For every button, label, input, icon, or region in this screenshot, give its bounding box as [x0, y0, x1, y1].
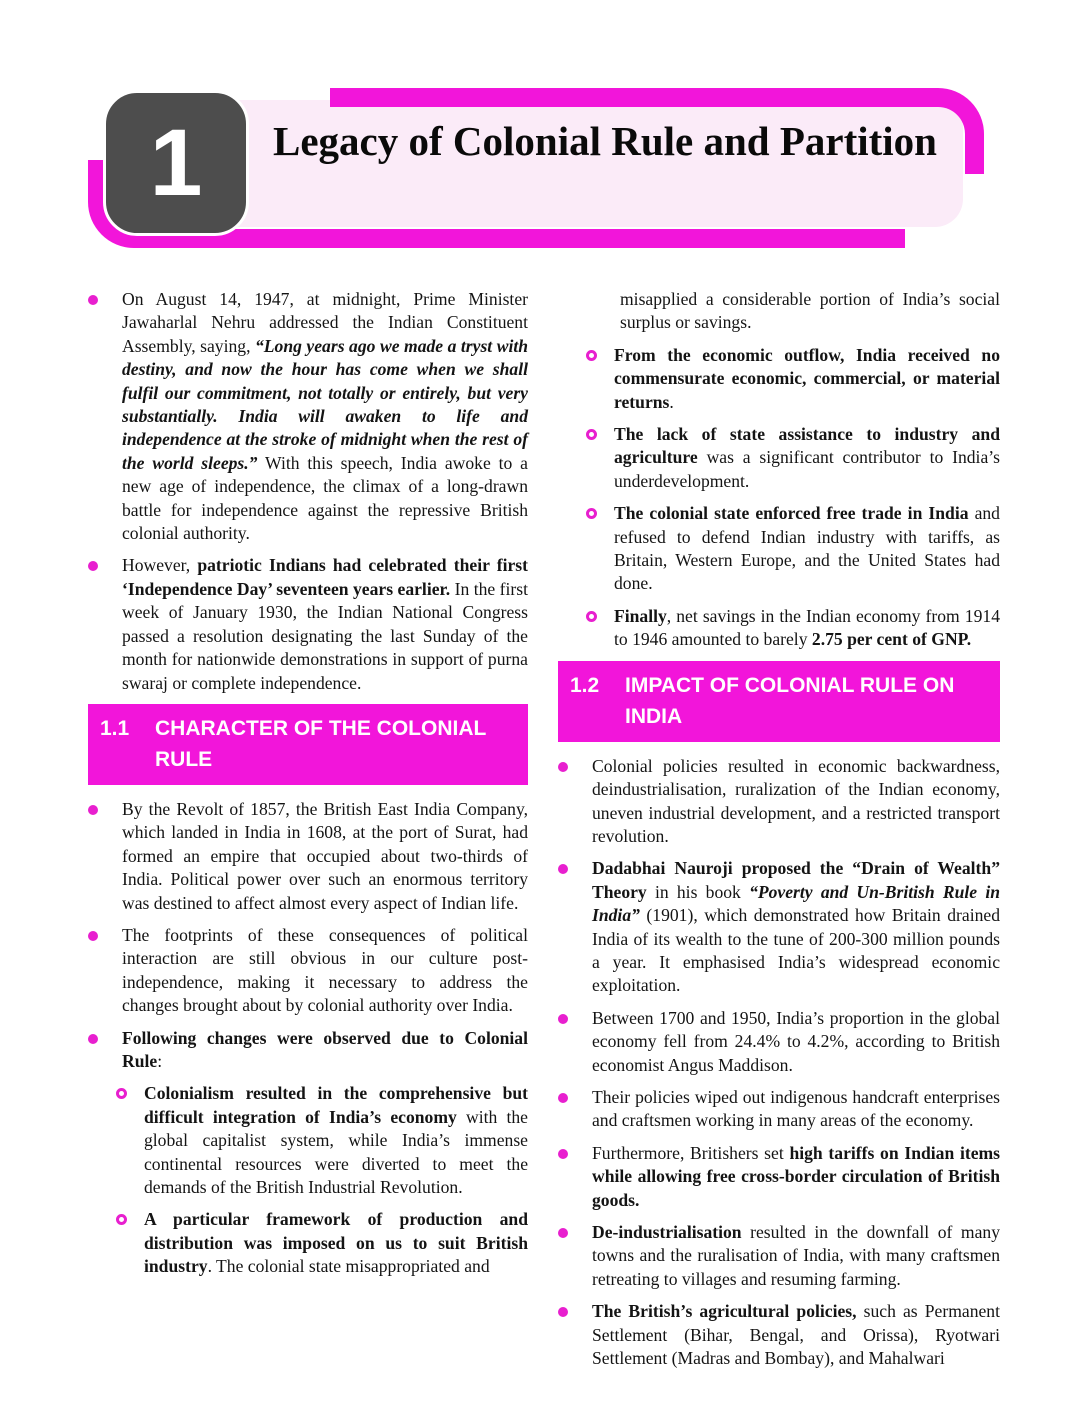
marker-cell — [88, 554, 122, 694]
list-item — [558, 857, 1005, 997]
paragraph-text — [122, 1027, 533, 1074]
marker-cell — [586, 423, 614, 493]
paragraph-text — [592, 1142, 1005, 1212]
text-segment: However, — [122, 555, 198, 576]
text-segment: : — [157, 1050, 163, 1071]
text-segment: with the global capitalist system, while India’s immense continental resources were diverted to meet the demands of the British Industrial Revolution. — [144, 1106, 533, 1197]
marker-cell — [586, 502, 614, 596]
text-segment: Following changes were observed due to Colonial Rule — [122, 1027, 533, 1071]
marker-cell — [88, 798, 122, 915]
list-item — [558, 423, 1005, 493]
bullet-icon — [88, 931, 98, 941]
marker-cell — [586, 605, 614, 652]
text-segment: 2.75 per cent of GNP. — [811, 629, 972, 650]
list-item — [558, 1007, 1005, 1077]
list-item — [88, 1082, 533, 1199]
text-segment: The lack of state assistance to industry and agriculture — [614, 424, 1005, 468]
section-title: IMPACT OF COLONIAL RULE ON INDIA — [625, 673, 955, 729]
paragraph-text — [122, 798, 533, 915]
chapter-header — [0, 0, 1088, 265]
text-segment: A particular framework of production and distribution was imposed on us to suit British industry — [144, 1209, 533, 1277]
list-item — [88, 1208, 533, 1278]
sub-bullet-icon — [586, 350, 597, 361]
list-item — [558, 1221, 1005, 1291]
text-segment: Finally — [614, 605, 667, 626]
paragraph-text — [144, 1082, 533, 1199]
list-item — [558, 1300, 1005, 1370]
text-segment: resulted in the downfall of many towns and the ruralisation of India, with many craftsmen retreating to villages and resuming farming. — [592, 1222, 1005, 1289]
section-number: 1.2 — [570, 673, 600, 697]
paragraph-text — [592, 1086, 1005, 1133]
list-item — [558, 1086, 1005, 1133]
right-column — [558, 288, 1005, 1379]
paragraph-text — [122, 288, 533, 545]
marker-cell — [88, 924, 122, 1018]
text-segment: high tariffs on Indian items while allowing free cross-border circulation of British goods. — [592, 1142, 1005, 1210]
paragraph-text — [614, 423, 1005, 493]
text-segment: The footprints of these consequences of political interaction are still obvious in our culture post-independence, making it necessary to address the changes brought about by colonial authority over India. — [122, 924, 533, 1016]
section-header — [558, 661, 1000, 742]
paragraph-text — [122, 554, 533, 694]
text-segment: Colonialism resulted in the comprehensive but difficult integration of India’s economy — [144, 1083, 533, 1127]
list-item — [558, 344, 1005, 414]
chapter-title: Legacy of Colonial Rule and Partition — [273, 118, 937, 164]
marker-cell — [116, 1208, 144, 1278]
paragraph-text — [144, 1208, 533, 1278]
text-segment: Between 1700 and 1950, India’s proportion in the global economy fell from 24.4% to 4.2%, according to British economist Angus Maddison. — [592, 1007, 1005, 1075]
marker-cell — [558, 755, 592, 849]
bullet-icon — [558, 1093, 568, 1103]
list-item — [88, 1027, 533, 1074]
text-segment: and refused to defend Indian industry with tariffs, as Britain, Western Europe, and the United States had done. — [614, 503, 1005, 594]
text-segment: Their policies wiped out indigenous handcraft enterprises and craftsmen working in many areas of the economy. — [592, 1086, 1005, 1131]
section-number: 1.1 — [100, 716, 130, 740]
list-item — [88, 288, 533, 545]
text-segment: The British’s agricultural policies, — [592, 1301, 857, 1322]
text-segment: (1901), which demonstrated how Britain drained India of its wealth to the tune of 200-300 million pounds a year. It emphasised India’s widespread economic exploitation. — [592, 905, 1005, 996]
text-segment: On August 14, 1947, at midnight, Prime Minister Jawaharlal Nehru addressed the Indian Constituent Assembly, saying, — [122, 289, 533, 356]
text-segment: “Long years ago we made a tryst with destiny, and now the hour has come when we shall fulfil our commitment, not totally or entirely, but very substantially. India will awaken to life and independence at the stroke of midnight when the rest of the world sleeps.” — [122, 335, 533, 473]
sub-bullet-icon — [586, 429, 597, 440]
list-item — [88, 554, 533, 694]
list-item — [88, 798, 533, 915]
text-segment: in his book — [646, 881, 750, 902]
bullet-icon — [88, 561, 98, 571]
sub-bullet-icon — [116, 1088, 127, 1099]
paragraph-text — [592, 755, 1005, 849]
section-header — [88, 704, 528, 785]
text-segment: patriotic Indians had celebrated their first ‘Independence Day’ seventeen years earlier. — [122, 555, 533, 599]
marker-cell — [558, 1007, 592, 1077]
list-item — [558, 755, 1005, 849]
text-segment: “Poverty and Un-British Rule in India” — [592, 881, 1005, 926]
section-title: CHARACTER OF THE COLONIAL RULE — [155, 716, 486, 772]
sub-bullet-icon — [586, 611, 597, 622]
bullet-icon — [88, 805, 98, 815]
paragraph-text — [592, 1300, 1005, 1370]
marker-cell — [586, 344, 614, 414]
bullet-icon — [558, 1307, 568, 1317]
bullet-icon — [88, 295, 98, 305]
marker-cell — [88, 288, 122, 545]
text-segment: , net savings in the Indian economy from 1914 to 1946 amounted to barely — [614, 605, 1005, 650]
paragraph-text — [592, 857, 1005, 997]
text-segment: From the economic outflow, India received no commensurate economic, commercial, or material returns — [614, 344, 1005, 412]
text-segment: such as Permanent Settlement (Bihar, Bengal, and Orissa), Ryotwari Settlement (Madras and Bombay), and Mahalwari — [592, 1301, 1005, 1369]
marker-cell — [558, 1300, 592, 1370]
paragraph-text — [592, 1007, 1005, 1077]
text-segment: misapplied a considerable portion of India’s social surplus or savings. — [620, 289, 1005, 333]
paragraph-text — [620, 288, 1005, 335]
text-segment: By the Revolt of 1857, the British East India Company, which landed in India in 1608, at the port of Surat, had formed an empire that occupied about two-thirds of India. Political power over such an enormous territory was destined to affect almost every aspect of Indian life. — [122, 798, 533, 913]
left-column — [88, 288, 533, 1288]
text-segment: With this speech, India awoke to a new age of independence, the climax of a long-drawn battle for independence against the repressive British colonial authority. — [122, 452, 533, 544]
list-item — [558, 1142, 1005, 1212]
continued-paragraph — [558, 288, 1005, 335]
bullet-icon — [88, 1034, 98, 1044]
text-segment: In the first week of January 1930, the Indian National Congress passed a resolution designating the last Sunday of the month for nationwide demonstrations in support of purna swaraj or complete independence. — [122, 578, 533, 693]
text-segment: . The colonial state misappropriated and — [207, 1256, 490, 1277]
paragraph-text — [614, 605, 1005, 652]
marker-cell — [88, 1027, 122, 1074]
text-segment: Colonial policies resulted in economic backwardness, deindustrialisation, ruralization of the Indian economy, uneven industrial development, and a restricted transport revolution. — [592, 755, 1005, 846]
list-item — [558, 605, 1005, 652]
bullet-icon — [558, 1149, 568, 1159]
bullet-icon — [558, 1014, 568, 1024]
text-segment: Furthermore, Britishers set — [592, 1142, 790, 1163]
text-segment: was a significant contributor to India’s underdevelopment. — [614, 447, 1005, 491]
sub-bullet-icon — [586, 508, 597, 519]
paragraph-text — [614, 502, 1005, 596]
marker-cell — [116, 1082, 144, 1199]
list-item — [558, 502, 1005, 596]
chapter-number: 1 — [149, 109, 203, 216]
paragraph-text — [122, 924, 533, 1018]
paragraph-text — [592, 1221, 1005, 1291]
paragraph-text — [614, 344, 1005, 414]
text-segment: The colonial state enforced free trade in India — [614, 503, 969, 524]
marker-cell — [558, 1086, 592, 1133]
chapter-number-box — [103, 90, 249, 236]
bullet-icon — [558, 762, 568, 772]
text-segment: De-industrialisation — [592, 1222, 742, 1242]
bullet-icon — [558, 864, 568, 874]
sub-bullet-icon — [116, 1214, 127, 1225]
text-segment: . — [669, 391, 674, 412]
marker-cell — [558, 1221, 592, 1291]
bullet-icon — [558, 1228, 568, 1238]
marker-cell — [558, 1142, 592, 1212]
marker-cell — [558, 857, 592, 997]
text-segment: Dadabhai Nauroji proposed the “Drain of Wealth” Theory — [592, 858, 1005, 902]
list-item — [88, 924, 533, 1018]
